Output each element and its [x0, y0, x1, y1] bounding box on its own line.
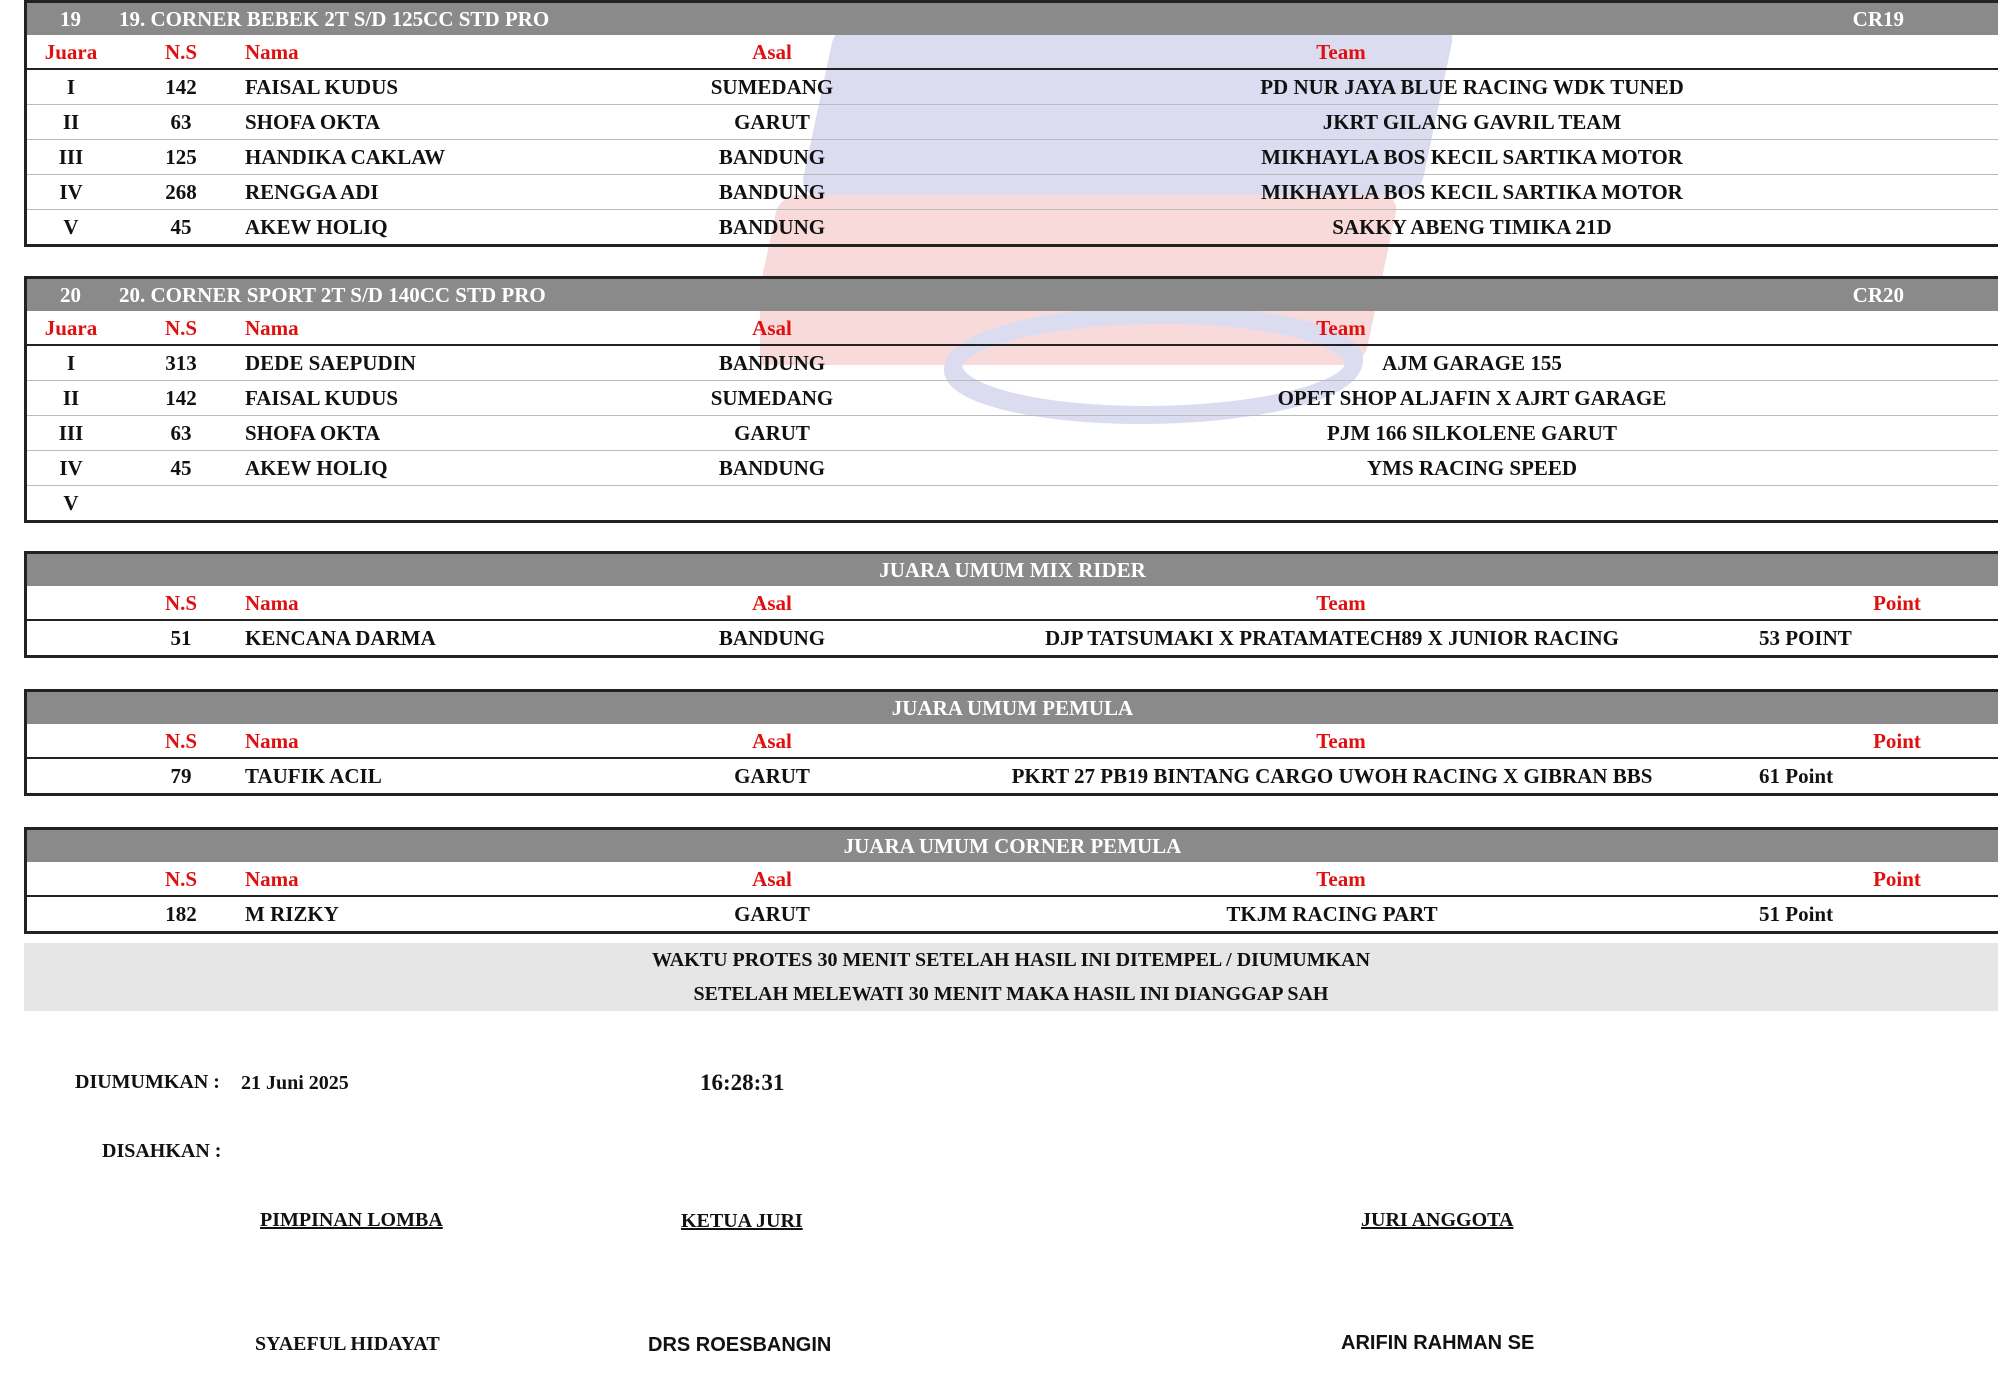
team: AJM GARAGE 155: [1382, 351, 1562, 375]
col-nama: Nama: [245, 40, 299, 64]
col-nama: Nama: [245, 867, 299, 891]
asal: BANDUNG: [718, 351, 826, 375]
section-title: JUARA UMUM CORNER PEMULA: [843, 834, 1182, 858]
team: DJP TATSUMAKI X PRATAMATECH89 X JUNIOR RACING: [1044, 626, 1619, 650]
column-headers: [27, 862, 1998, 897]
ns: 313: [165, 351, 197, 375]
juara: IV: [59, 456, 83, 480]
section-title: JUARA UMUM MIX RIDER: [879, 558, 1146, 582]
team: JKRT GILANG GAVRIL TEAM: [1322, 110, 1622, 134]
nama: KENCANA DARMA: [245, 626, 436, 650]
table-row: [27, 621, 1998, 655]
nama: FAISAL KUDUS: [245, 386, 399, 410]
column-headers: [27, 586, 1998, 621]
race-title: 19. CORNER BEBEK 2T S/D 125CC STD PRO: [119, 7, 550, 31]
col-team: Team: [1316, 40, 1366, 64]
col-asal: Asal: [752, 729, 792, 753]
table-row: [27, 759, 1998, 793]
race-20-rows: [27, 346, 1998, 520]
table-row: [27, 897, 1998, 931]
table-row: [27, 451, 1998, 486]
asal: GARUT: [734, 902, 810, 926]
asal: SUMEDANG: [710, 75, 834, 99]
table-row: [27, 175, 1998, 210]
race-code: CR19: [1852, 7, 1904, 31]
team: YMS RACING SPEED: [1366, 456, 1578, 480]
approved-label: DISAHKAN :: [102, 1140, 222, 1162]
col-ns: N.S: [164, 316, 198, 340]
juara: I: [66, 351, 76, 375]
table-row: [27, 486, 1998, 520]
mix-rider-header: [27, 554, 1998, 586]
column-headers: [27, 724, 1998, 759]
race-20-table: [24, 276, 1998, 523]
col-asal: Asal: [752, 316, 792, 340]
col-ns: N.S: [164, 40, 198, 64]
nama: RENGGA ADI: [245, 180, 379, 204]
asal: BANDUNG: [718, 145, 826, 169]
ns: 63: [170, 110, 192, 134]
point: 51 Point: [1759, 902, 1834, 926]
ns: 125: [165, 145, 197, 169]
col-asal: Asal: [752, 40, 792, 64]
col-asal: Asal: [752, 591, 792, 615]
col-ns: N.S: [164, 729, 198, 753]
pemula-header: [27, 692, 1998, 724]
table-row: [27, 416, 1998, 451]
asal: BANDUNG: [718, 180, 826, 204]
corner-pemula-table: [24, 827, 1998, 934]
juara: III: [58, 145, 84, 169]
race-title: 20. CORNER SPORT 2T S/D 140CC STD PRO: [119, 283, 546, 307]
table-row: [27, 381, 1998, 416]
table-row: [27, 105, 1998, 140]
signatory-title-pimpinan: PIMPINAN LOMBA: [260, 1209, 443, 1231]
col-point: Point: [1873, 729, 1921, 753]
nama: DEDE SAEPUDIN: [245, 351, 416, 375]
ns: 45: [170, 456, 192, 480]
juara: V: [63, 215, 79, 239]
race-code: CR20: [1852, 283, 1904, 307]
col-team: Team: [1316, 316, 1366, 340]
section-title: JUARA UMUM PEMULA: [891, 696, 1134, 720]
asal: GARUT: [734, 421, 810, 445]
race-19-header: [27, 3, 1998, 35]
pemula-table: [24, 689, 1998, 796]
asal: GARUT: [734, 110, 810, 134]
nama: FAISAL KUDUS: [245, 75, 399, 99]
table-row: [27, 70, 1998, 105]
ns: 142: [165, 75, 197, 99]
race-number: 19: [60, 7, 81, 31]
juara: II: [62, 110, 80, 134]
nama: AKEW HOLIQ: [245, 456, 388, 480]
col-nama: Nama: [245, 729, 299, 753]
ns: 63: [170, 421, 192, 445]
asal: GARUT: [734, 764, 810, 788]
asal: BANDUNG: [718, 626, 826, 650]
team: PJM 166 SILKOLENE GARUT: [1327, 421, 1617, 445]
signatory-name-ketua-juri: DRS ROESBANGIN: [648, 1334, 832, 1356]
col-point: Point: [1873, 591, 1921, 615]
col-juara: Juara: [44, 40, 98, 64]
col-asal: Asal: [752, 867, 792, 891]
col-team: Team: [1316, 729, 1366, 753]
corner-pemula-header: [27, 830, 1998, 862]
table-row: [27, 140, 1998, 175]
col-point: Point: [1873, 867, 1921, 891]
nama: HANDIKA CAKLAW: [245, 145, 446, 169]
team: SAKKY ABENG TIMIKA 21D: [1332, 215, 1612, 239]
asal: BANDUNG: [718, 456, 826, 480]
point: 53 POINT: [1759, 626, 1852, 650]
juara: I: [66, 75, 76, 99]
col-nama: Nama: [245, 316, 299, 340]
signatory-title-juri-anggota: JURI ANGGOTA: [1361, 1209, 1514, 1231]
nama: TAUFIK ACIL: [245, 764, 382, 788]
ns: 45: [170, 215, 192, 239]
ns: 79: [170, 764, 192, 788]
col-nama: Nama: [245, 591, 299, 615]
announced-label: DIUMUMKAN :: [75, 1071, 220, 1093]
nama: SHOFA OKTA: [245, 421, 381, 445]
ns: 182: [165, 902, 197, 926]
team: OPET SHOP ALJAFIN X AJRT GARAGE: [1277, 386, 1667, 410]
juara: V: [63, 491, 79, 515]
asal: SUMEDANG: [710, 386, 834, 410]
signatory-title-ketua-juri: KETUA JURI: [681, 1210, 803, 1232]
team: TKJM RACING PART: [1226, 902, 1438, 926]
nama: AKEW HOLIQ: [245, 215, 388, 239]
team: MIKHAYLA BOS KECIL SARTIKA MOTOR: [1261, 145, 1683, 169]
col-juara: Juara: [44, 316, 98, 340]
race-19-table: [24, 0, 1998, 247]
notice-line-2: SETELAH MELEWATI 30 MENIT MAKA HASIL INI DIANGGAP SAH: [693, 983, 1329, 1005]
asal: BANDUNG: [718, 215, 826, 239]
col-team: Team: [1316, 867, 1366, 891]
col-ns: N.S: [164, 591, 198, 615]
race-number: 20: [60, 283, 81, 307]
col-ns: N.S: [164, 867, 198, 891]
ns: 51: [170, 626, 192, 650]
race-20-header: [27, 279, 1998, 311]
team: MIKHAYLA BOS KECIL SARTIKA MOTOR: [1261, 180, 1683, 204]
column-headers: [27, 311, 1998, 346]
juara: II: [62, 386, 80, 410]
announced-time: 16:28:31: [700, 1070, 785, 1095]
mix-rider-table: [24, 551, 1998, 658]
column-headers: [27, 35, 1998, 70]
nama: M RIZKY: [245, 902, 339, 926]
team: PD NUR JAYA BLUE RACING WDK TUNED: [1260, 75, 1684, 99]
signatory-name-pimpinan: SYAEFUL HIDAYAT: [255, 1333, 440, 1355]
race-19-rows: [27, 70, 1998, 244]
table-row: [27, 346, 1998, 381]
ns: 142: [165, 386, 197, 410]
ns: 268: [165, 180, 197, 204]
table-row: [27, 210, 1998, 244]
notice-line-1: WAKTU PROTES 30 MENIT SETELAH HASIL INI DITEMPEL / DIUMUMKAN: [651, 949, 1371, 971]
protest-notice: [24, 943, 1998, 1011]
juara: IV: [59, 180, 83, 204]
juara: III: [58, 421, 84, 445]
signatory-name-juri-anggota: ARIFIN RAHMAN SE: [1341, 1332, 1535, 1354]
col-team: Team: [1316, 591, 1366, 615]
announced-date: 21 Juni 2025: [241, 1072, 349, 1094]
team: PKRT 27 PB19 BINTANG CARGO UWOH RACING X GIBRAN BBS: [1011, 764, 1653, 788]
nama: SHOFA OKTA: [245, 110, 381, 134]
point: 61 Point: [1759, 764, 1834, 788]
